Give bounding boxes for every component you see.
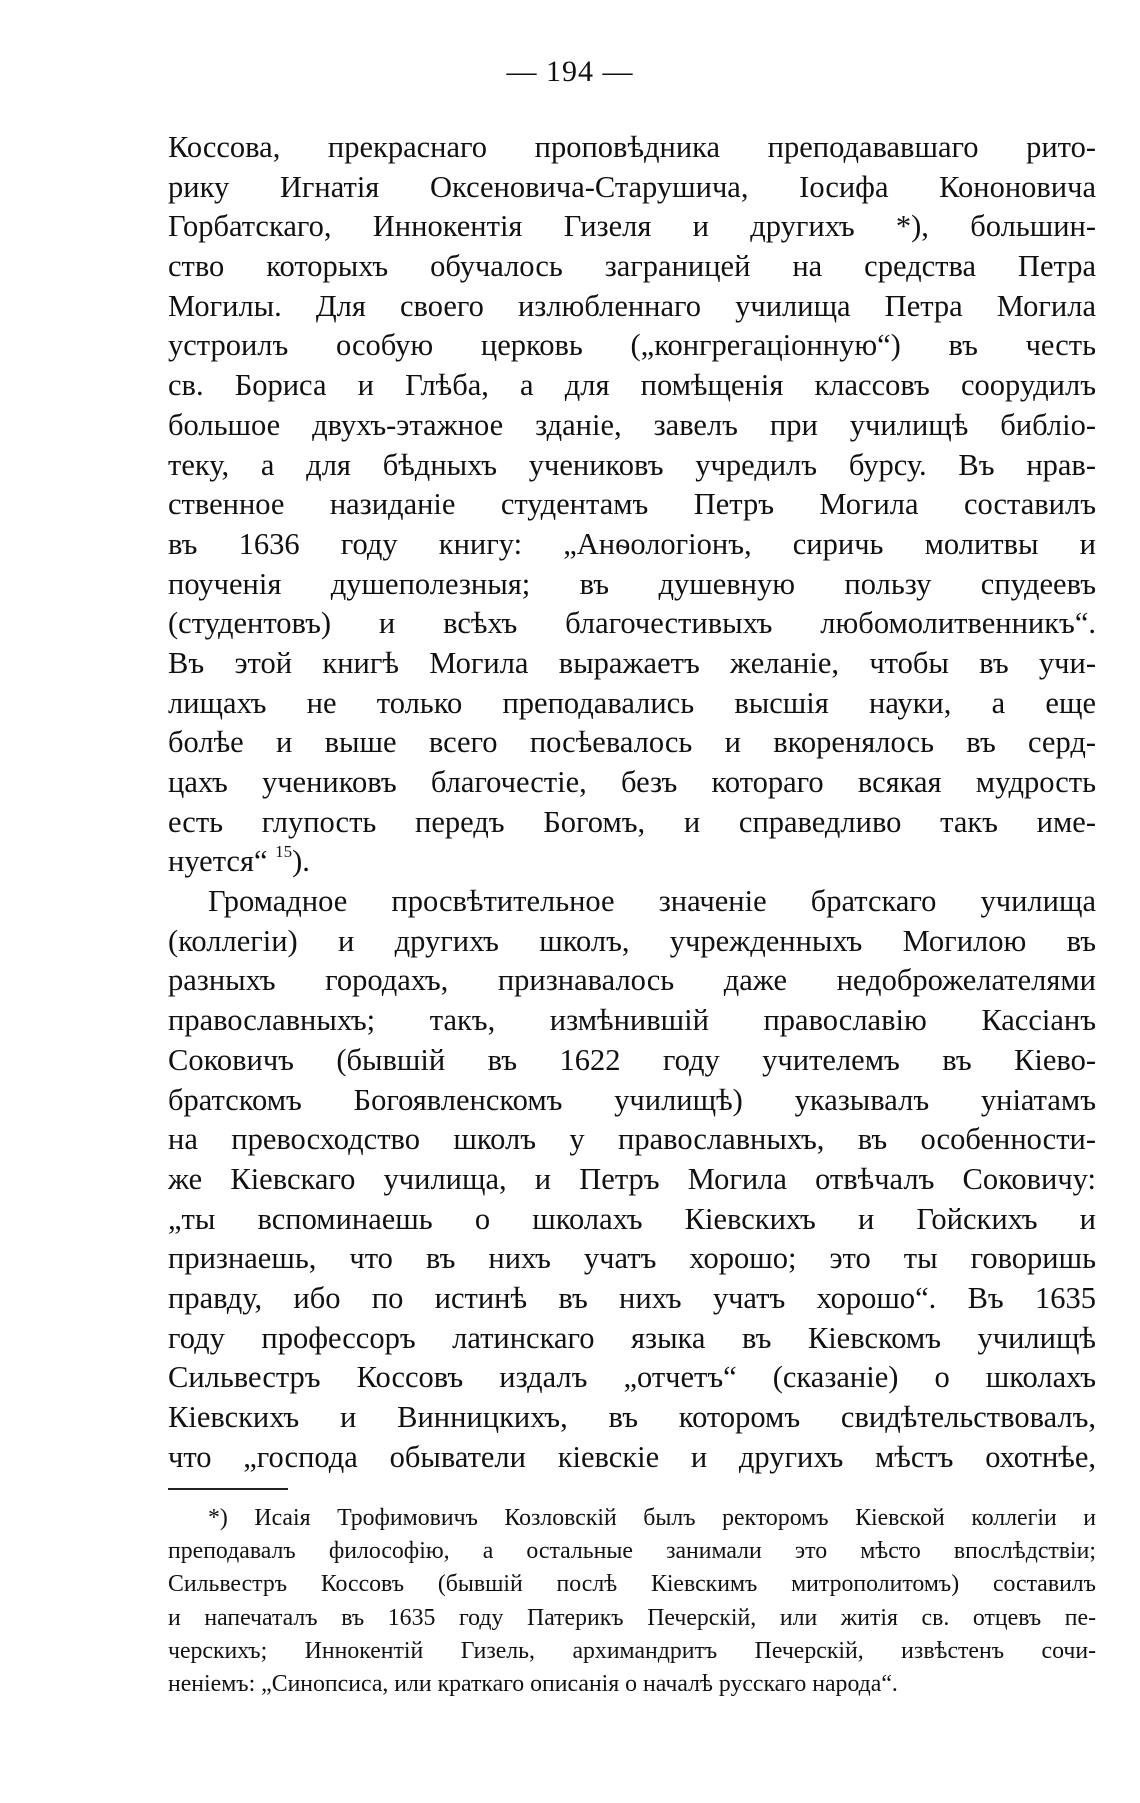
text-line: устроилъ особую церковь („конгрегаціонную“) въ честь — [168, 328, 1096, 363]
footnote-line: черскихъ; Иннокентій Гизель, архимандритъ Печерскій, извѣстенъ сочи- — [168, 1637, 1096, 1664]
text-line: Коссова, прекраснаго проповѣдника преподававшаго рито- — [168, 130, 1096, 164]
text-line: православныхъ; такъ, измѣнившій православію Кассіанъ — [168, 1003, 1096, 1038]
text-line: разныхъ городахъ, признавалось даже недоброжелателями — [168, 963, 1096, 998]
text-line: ственное назиданіе студентамъ Петръ Могила составилъ — [168, 487, 1096, 522]
text-line: (студентовъ) и всѣхъ благочестивыхъ любомолитвенникъ“. — [168, 606, 1096, 641]
text-line: рику Игнатія Оксеновича-Старушича, Іосифа Кононовича — [168, 169, 1096, 204]
main-text — [168, 128, 1096, 1477]
text-line: Сильвестръ Коссовъ издалъ „отчетъ“ (сказаніе) о школахъ — [168, 1360, 1096, 1395]
text-line: на превосходство школъ у православныхъ, въ особенности- — [168, 1122, 1096, 1157]
text-line: Въ этой книгѣ Могила выражаетъ желаніе, чтобы въ учи- — [168, 645, 1096, 680]
footnote-line: преподавалъ философію, а остальные занимали это мѣсто впослѣдствіи; — [168, 1538, 1096, 1565]
page-number: — 194 — — [506, 55, 634, 88]
text-line: Кіевскихъ и Винницкихъ, въ которомъ свидѣтельствовалъ, — [168, 1400, 1096, 1434]
text-line: году профессоръ латинскаго языка въ Кіевскомъ училищѣ — [168, 1320, 1096, 1355]
text-line: что „господа обыватели кіевскіе и другихъ мѣстъ охотнѣе, — [168, 1439, 1096, 1474]
text-line: правду, ибо по истинѣ въ нихъ учатъ хорошо“. Въ 1635 — [168, 1280, 1096, 1315]
footnote-line: неніемъ: „Синопсиса, или краткаго описанія о началѣ русскаго народа“. — [168, 1670, 898, 1697]
text-line: Горбатскаго, Иннокентія Гизеля и другихъ *), большин- — [168, 209, 1096, 244]
text-line: братскомъ Богоявленскомъ училищѣ) указывалъ уніатамъ — [168, 1082, 1096, 1117]
text-line: въ 1636 году книгу: „Анѳологіонъ, сиричь молитвы и — [168, 526, 1096, 561]
text-line: Громадное просвѣтительное значеніе братскаго училища — [208, 884, 1096, 919]
text-line: цахъ учениковъ благочестіе, безъ котораго всякая мудрость — [168, 765, 1096, 799]
text-line: „ты вспоминаешь о школахъ Кіевскихъ и Гойскихъ и — [168, 1201, 1096, 1236]
text-line: св. Бориса и Глѣба, а для помѣщенія классовъ соорудилъ — [168, 368, 1096, 403]
footnote-line: Сильвестръ Коссовъ (бывшій послѣ Кіевскимъ митрополитомъ) составилъ — [168, 1571, 1096, 1598]
footnote-divider — [168, 1488, 288, 1490]
text-line: признаешь, что въ нихъ учатъ хорошо; это ты говоришь — [168, 1241, 1096, 1276]
footnote — [168, 1502, 1096, 1701]
footnote-line: и напечаталъ въ 1635 году Патерикъ Печерскій, или житія св. отцевъ пе- — [168, 1604, 1096, 1631]
text-line: Могилы. Для своего излюбленнаго училища Петра Могила — [168, 288, 1096, 323]
text-line: есть глупость передъ Богомъ, и справедливо такъ име- — [168, 804, 1096, 839]
text-line: лищахъ не только преподавались высшія науки, а еще — [168, 685, 1096, 720]
footnote-line: *) Исаія Трофимовичъ Козловскій былъ ректоромъ Кіевской коллегіи и — [208, 1505, 1096, 1531]
text-line: поученія душеполезныя; въ душевную пользу спудеевъ — [168, 566, 1096, 601]
text-line: Соковичъ (бывшій въ 1622 году учителемъ въ Кіево- — [168, 1042, 1096, 1077]
text-fragment: нуется“ — [168, 844, 268, 879]
text-line: ство которыхъ обучалось заграницей на средства Петра — [168, 249, 1096, 284]
text-line: болѣе и выше всего посѣевалось и вкоренялось въ серд- — [168, 725, 1096, 760]
text-line: большое двухъ-этажное зданіе, завелъ при училищѣ библіо- — [168, 407, 1096, 442]
text-fragment: ). — [292, 844, 310, 879]
text-line: теку, а для бѣдныхъ учениковъ учредилъ бурсу. Въ нрав- — [168, 447, 1096, 482]
paragraph-end-line — [168, 842, 1096, 882]
text-line: (коллегіи) и другихъ школъ, учрежденныхъ Могилою въ — [168, 923, 1096, 958]
note-reference: 15 — [275, 842, 293, 862]
text-line: же Кіевскаго училища, и Петръ Могила отвѣчалъ Соковичу: — [168, 1161, 1096, 1196]
